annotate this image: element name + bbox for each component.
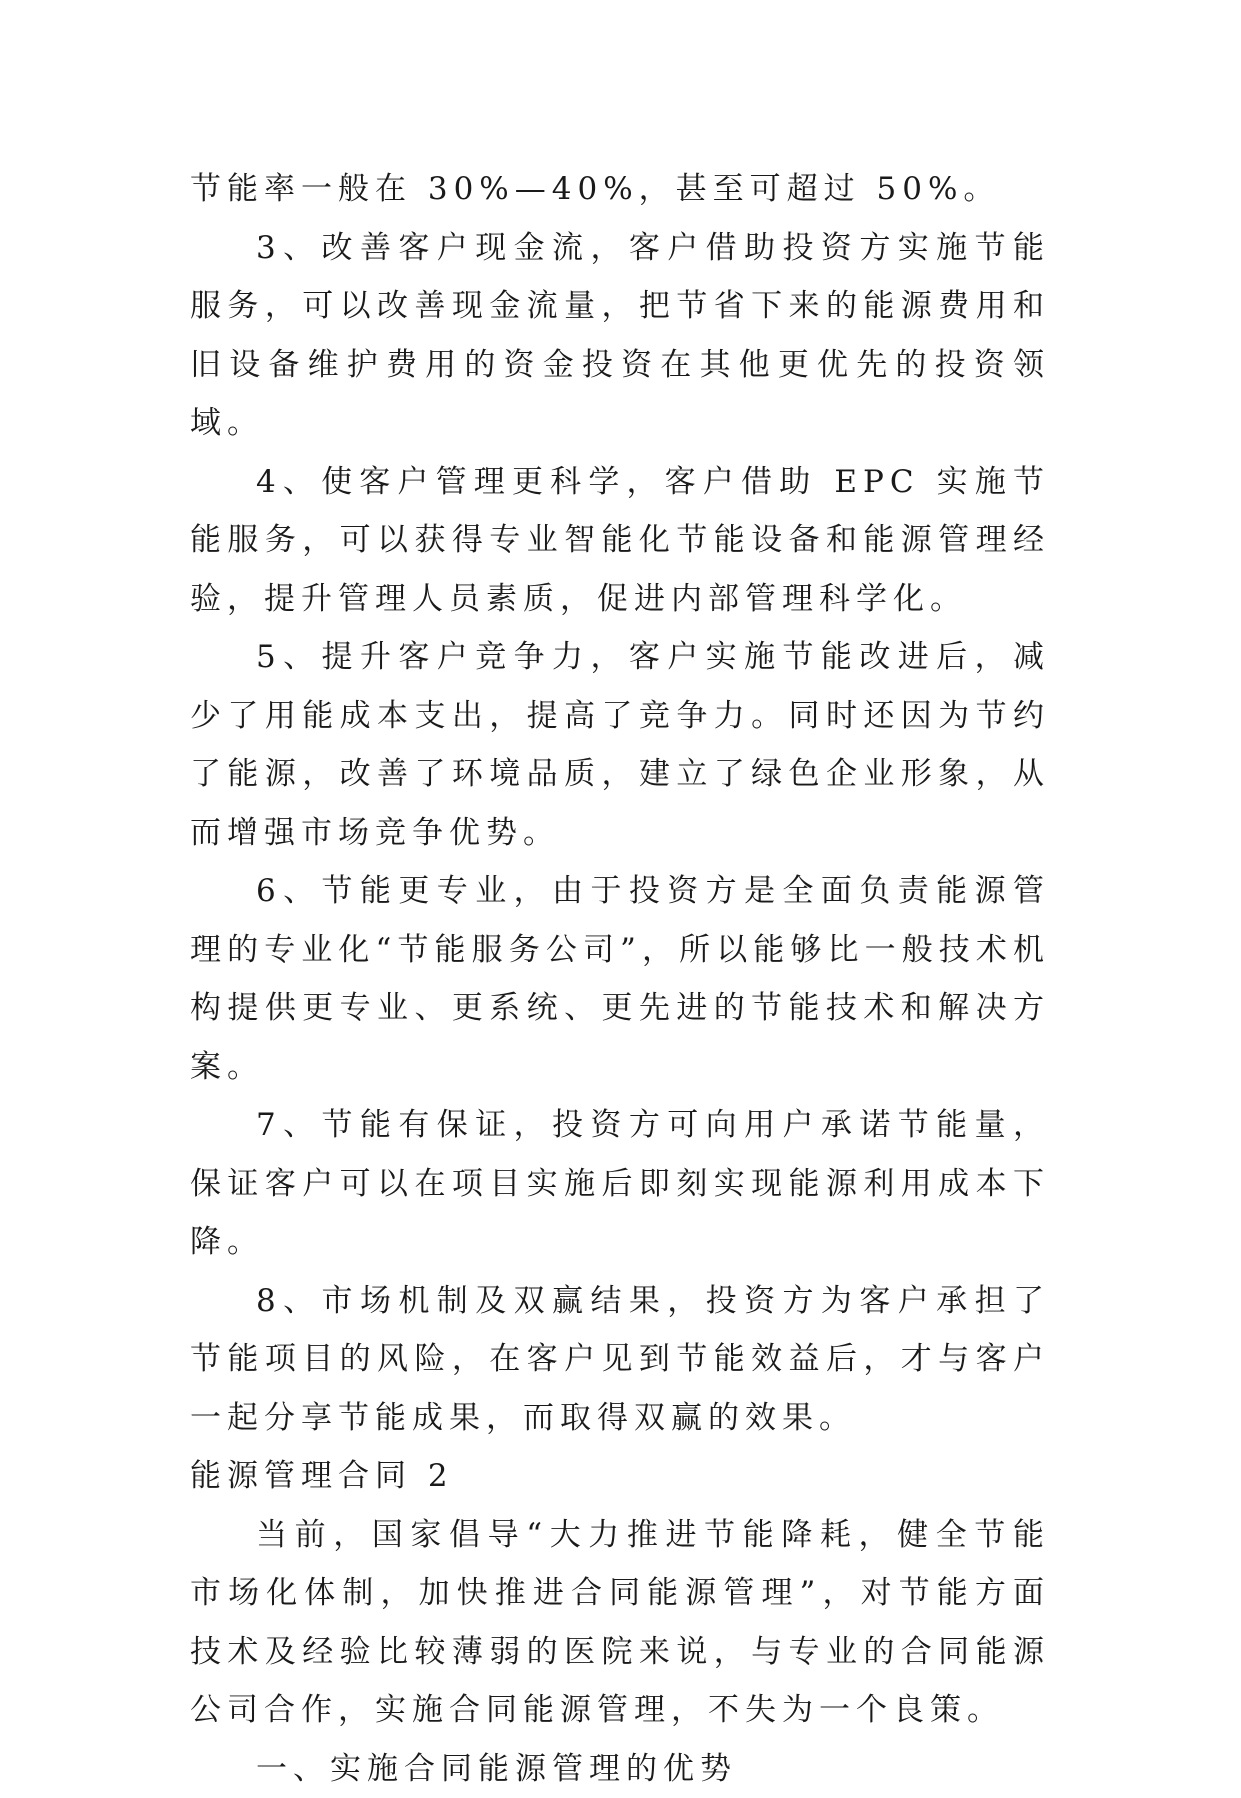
document-body <box>190 160 1050 1798</box>
paragraph-energy-saving-rate: 节能率一般在 30%—40%，甚至可超过 50%。 <box>190 160 1050 219</box>
paragraph-item-6: 6、节能更专业，由于投资方是全面负责能源管理的专业化“节能服务公司”，所以能够比一般技术机构提供更专业、更系统、更先进的节能技术和解决方案。 <box>190 862 1050 1096</box>
paragraph-item-4: 4、使客户管理更科学，客户借助 EPC 实施节能服务，可以获得专业智能化节能设备和能源管理经验，提升管理人员素质，促进内部管理科学化。 <box>190 453 1050 629</box>
paragraph-item-3: 3、改善客户现金流，客户借助投资方实施节能服务，可以改善现金流量，把节省下来的能源费用和旧设备维护费用的资金投资在其他更优先的投资领域。 <box>190 219 1050 453</box>
section-heading: 能源管理合同 2 <box>190 1447 1050 1506</box>
subheading-advantages: 一、实施合同能源管理的优势 <box>190 1740 1050 1798</box>
paragraph-item-5: 5、提升客户竞争力，客户实施节能改进后，减少了用能成本支出，提高了竞争力。同时还因为节约了能源，改善了环境品质，建立了绿色企业形象，从而增强市场竞争优势。 <box>190 628 1050 862</box>
paragraph-item-8: 8、市场机制及双赢结果，投资方为客户承担了节能项目的风险，在客户见到节能效益后，才与客户一起分享节能成果，而取得双赢的效果。 <box>190 1272 1050 1448</box>
paragraph-intro: 当前，国家倡导“大力推进节能降耗，健全节能市场化体制，加快推进合同能源管理”，对节能方面技术及经验比较薄弱的医院来说，与专业的合同能源公司合作，实施合同能源管理，不失为一个良策。 <box>190 1506 1050 1740</box>
paragraph-item-7: 7、节能有保证，投资方可向用户承诺节能量，保证客户可以在项目实施后即刻实现能源利用成本下降。 <box>190 1096 1050 1272</box>
